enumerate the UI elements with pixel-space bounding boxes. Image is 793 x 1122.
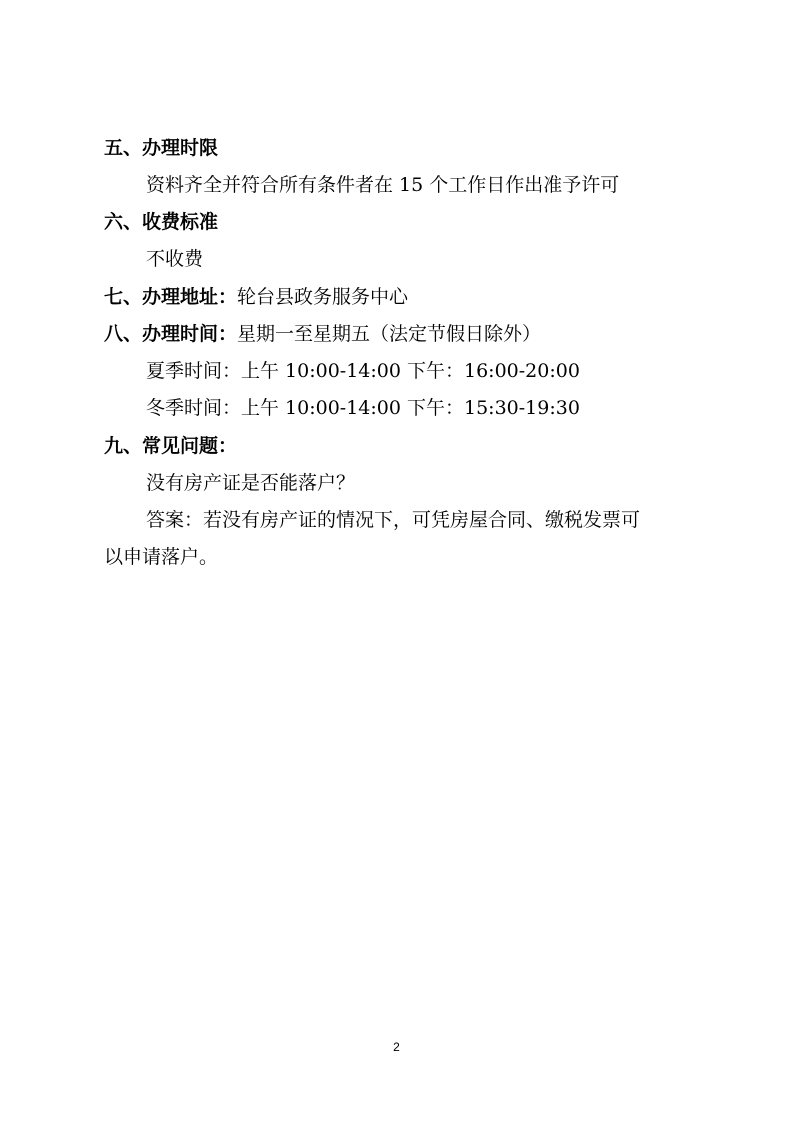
section-6-text: 不收费 [146, 248, 204, 270]
section-5-text: 资料齐全并符合所有条件者在 15 个工作日作出准予许可 [146, 174, 620, 196]
section-7-text: 轮台县政务服务中心 [237, 286, 409, 308]
faq-answer-line-2: 以申请落户。 [104, 546, 219, 568]
section-7-heading: 七、办理地址： [104, 286, 238, 308]
page-number: 2 [393, 1040, 400, 1054]
section-9-heading: 九、常见问题： [104, 435, 238, 457]
section-6-heading: 六、收费标准 [104, 211, 219, 233]
summer-hours: 夏季时间：上午 10:00-14:00 下午：16:00-20:00 [146, 360, 580, 382]
winter-hours: 冬季时间：上午 10:00-14:00 下午：15:30-19:30 [146, 397, 580, 419]
section-8-heading: 八、办理时间： [104, 323, 238, 345]
section-8-line [104, 322, 541, 346]
faq-answer-line-1: 答案：若没有房产证的情况下，可凭房屋合同、缴税发票可 [146, 509, 641, 531]
section-7-line [104, 285, 408, 309]
faq-question: 没有房产证是否能落户？ [146, 472, 356, 494]
section-5-heading: 五、办理时限 [104, 137, 219, 159]
section-8-text: 星期一至星期五（法定节假日除外） [237, 323, 542, 345]
